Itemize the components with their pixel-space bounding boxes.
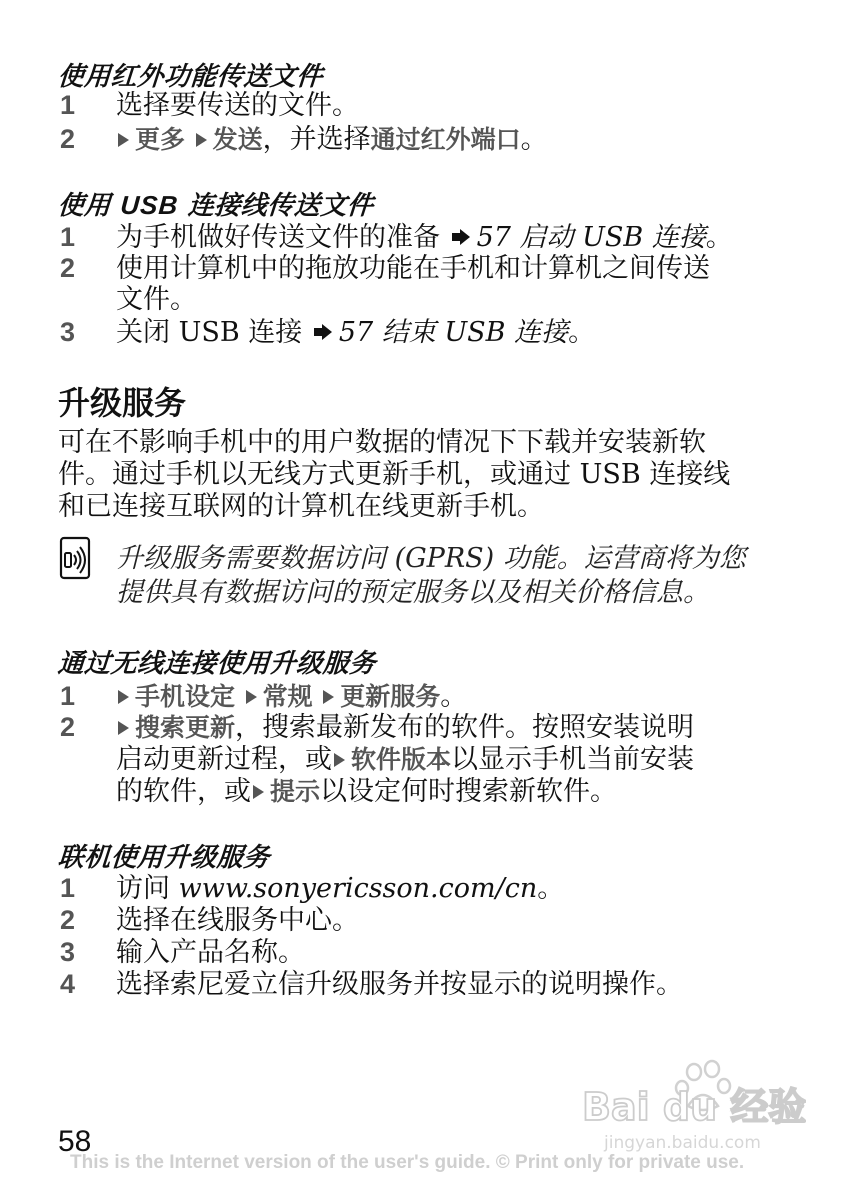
step-line — [116, 873, 564, 904]
step-number: 2 — [60, 712, 76, 742]
website-link[interactable]: www.sonyericsson.com/cn — [178, 873, 538, 904]
step-text: ，搜索最新发布的软件。按照安装说明 — [235, 712, 695, 743]
menu-arrow-icon — [334, 753, 345, 767]
step-line — [116, 776, 617, 807]
paragraph-line: 和已连接互联网的计算机在线更新手机。 — [58, 491, 544, 522]
step-number: 1 — [60, 873, 76, 903]
step-line — [116, 712, 694, 743]
step-text: 的软件，或 — [116, 776, 251, 807]
cross-reference-link[interactable]: 57 启动 USB 连接 — [476, 222, 706, 253]
menu-keyword: 常规 — [262, 682, 313, 711]
paragraph-line: 可在不影响手机中的用户数据的情况下下载并安装新软 — [58, 427, 706, 458]
step-text: 以设定何时搜索新软件。 — [320, 776, 618, 807]
step-number: 2 — [60, 905, 76, 935]
menu-arrow-icon — [118, 690, 129, 704]
note-line: 提供具有数据访问的预定服务以及相关价格信息。 — [116, 577, 710, 608]
step-text: 选择索尼爱立信升级服务并按显示的说明操作。 — [116, 969, 683, 1000]
cross-reference-arrow-icon — [451, 228, 471, 246]
section-title-usb — [57, 185, 375, 222]
menu-keyword: 软件版本 — [351, 745, 452, 774]
section-title-wireless: 通过无线连接使用升级服务 — [56, 649, 377, 679]
section-title-infrared: 使用红外功能传送文件 — [56, 62, 324, 92]
step-text: 使用计算机中的拖放功能在手机和计算机之间传送 — [116, 253, 710, 284]
menu-arrow-icon — [118, 721, 129, 735]
step-number: 1 — [60, 681, 76, 711]
paragraph-line: 件。通过手机以无线方式更新手机，或通过 USB 连接线 — [58, 459, 731, 490]
step-number: 3 — [60, 937, 76, 967]
menu-keyword: 搜索更新 — [135, 713, 236, 742]
step-text: 启动更新过程，或 — [116, 744, 332, 775]
step-text: 访问 — [116, 873, 179, 904]
title-part: USB — [119, 190, 180, 220]
section-heading-update-service: 升级服务 — [58, 384, 187, 422]
step-number: 1 — [60, 90, 76, 120]
title-part: 连接线传送文件 — [186, 191, 375, 221]
menu-keyword: 手机设定 — [135, 682, 236, 711]
step-number: 2 — [60, 124, 76, 154]
step-number: 4 — [60, 969, 76, 999]
step-line — [116, 124, 548, 155]
step-text: 选择在线服务中心。 — [116, 905, 359, 936]
footer-notice: This is the Internet version of the user's guide. © Print only for private use. — [70, 1152, 745, 1173]
menu-keyword: 提示 — [270, 777, 321, 806]
step-text: 文件。 — [116, 284, 197, 315]
menu-arrow-icon — [253, 785, 264, 799]
watermark-url: jingyan.baidu.com — [604, 1133, 761, 1153]
step-line — [116, 681, 467, 712]
section-title-online: 联机使用升级服务 — [56, 843, 271, 873]
menu-keyword: 发送 — [212, 125, 263, 154]
menu-keyword: 更多 — [135, 125, 186, 154]
page-number: 58 — [58, 1125, 92, 1158]
step-number: 3 — [60, 317, 76, 347]
step-line — [116, 744, 694, 775]
step-text: 。 — [705, 222, 733, 253]
menu-arrow-icon — [246, 690, 257, 704]
step-text: 选择要传送的文件。 — [116, 90, 359, 121]
step-text: 关闭 USB 连接 — [116, 317, 303, 348]
title-part: 使用 — [56, 191, 112, 221]
menu-arrow-icon — [323, 690, 334, 704]
step-text: 以显示手机当前安装 — [451, 744, 695, 775]
menu-arrow-icon — [118, 133, 129, 147]
step-line — [116, 222, 733, 253]
menu-keyword: 更新服务 — [340, 682, 441, 711]
step-text: 。 — [568, 317, 596, 348]
step-text: 为手机做好传送文件的准备 — [116, 222, 440, 253]
menu-keyword: 通过红外端口 — [370, 125, 521, 154]
step-text: 输入产品名称。 — [116, 937, 305, 968]
step-text: 。 — [537, 873, 565, 904]
note-line: 升级服务需要数据访问 (GPRS) 功能。运营商将为您 — [116, 543, 746, 574]
step-text: 。 — [440, 681, 468, 712]
step-line — [116, 317, 595, 348]
step-number: 1 — [60, 222, 76, 252]
cross-reference-arrow-icon — [313, 323, 333, 341]
step-text: ，并选择 — [262, 124, 371, 155]
cross-reference-link[interactable]: 57 结束 USB 连接 — [338, 317, 569, 348]
watermark-logo-text: Bai du 经验 — [582, 1085, 806, 1129]
step-number: 2 — [60, 253, 76, 283]
operator-service-icon — [58, 535, 92, 581]
menu-arrow-icon — [196, 133, 207, 147]
step-text: 。 — [520, 124, 548, 155]
